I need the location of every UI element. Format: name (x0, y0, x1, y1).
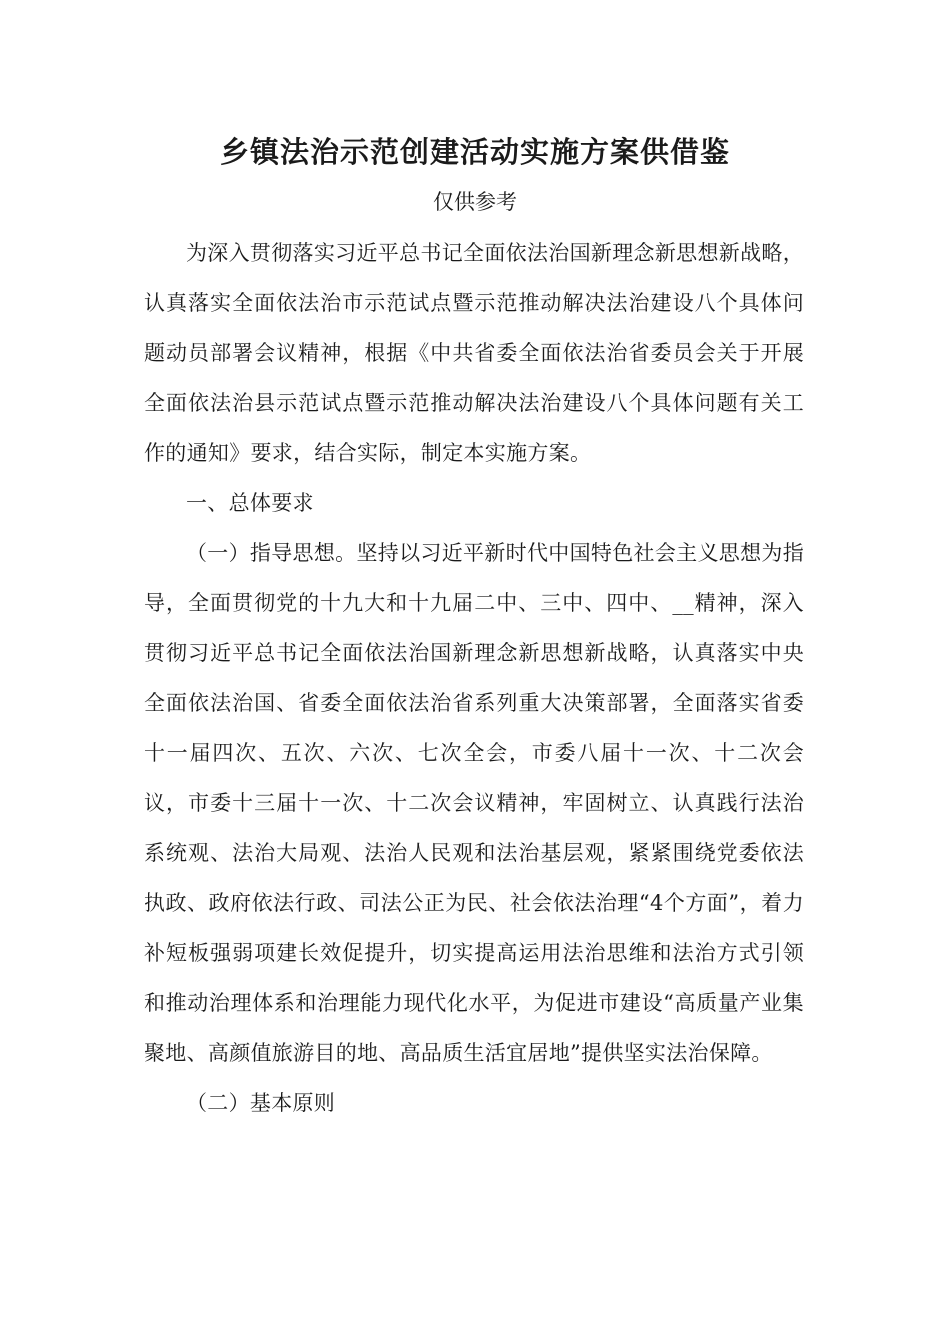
document-subtitle: 仅供参考 (433, 190, 517, 214)
document-title: 乡镇法治示范创建活动实施方案供借鉴 (219, 135, 730, 169)
guiding-ideology-paragraph: （一）指导思想。坚持以习近平新时代中国特色社会主义思想为指导，全面贯彻党的十九大和十九届二中、三中、四中、__精神，深入贯彻习近平总书记全面依法治国新理念新思想新战略，认真落实中央全面依法治国、省委全面依法治省系列重大决策部署，全面落实省委十一届四次、五次、六次、七次全会，市委八届十一次、十二次会议，市委十三届十一次、十二次会议精神，牢固树立、认真践行法治系统观、法治大局观、法治人民观和法治基层观，紧紧围绕党委依法执政、政府依法行政、司法公正为民、社会依法治理“4个方面”，着力补短板强弱项建长效促提升，切实提高运用法治思维和法治方式引领和推动治理体系和治理能力现代化水平，为促进市建设“高质量产业集聚地、高颜值旅游目的地、高品质生活宜居地”提供坚实法治保障。 (144, 541, 804, 1065)
intro-paragraph: 为深入贯彻落实习近平总书记全面依法治国新理念新思想新战略，认真落实全面依法治市示范试点暨示范推动解决法治建设八个具体问题动员部署会议精神，根据《中共省委全面依法治省委员会关于开展全面依法治县示范试点暨示范推动解决法治建设八个具体问题有关工作的通知》要求，结合实际，制定本实施方案。 (144, 241, 804, 465)
subsection-heading: （二）基本原则 (186, 1091, 336, 1115)
section-heading: 一、总体要求 (186, 491, 314, 515)
document-body (144, 228, 804, 1128)
